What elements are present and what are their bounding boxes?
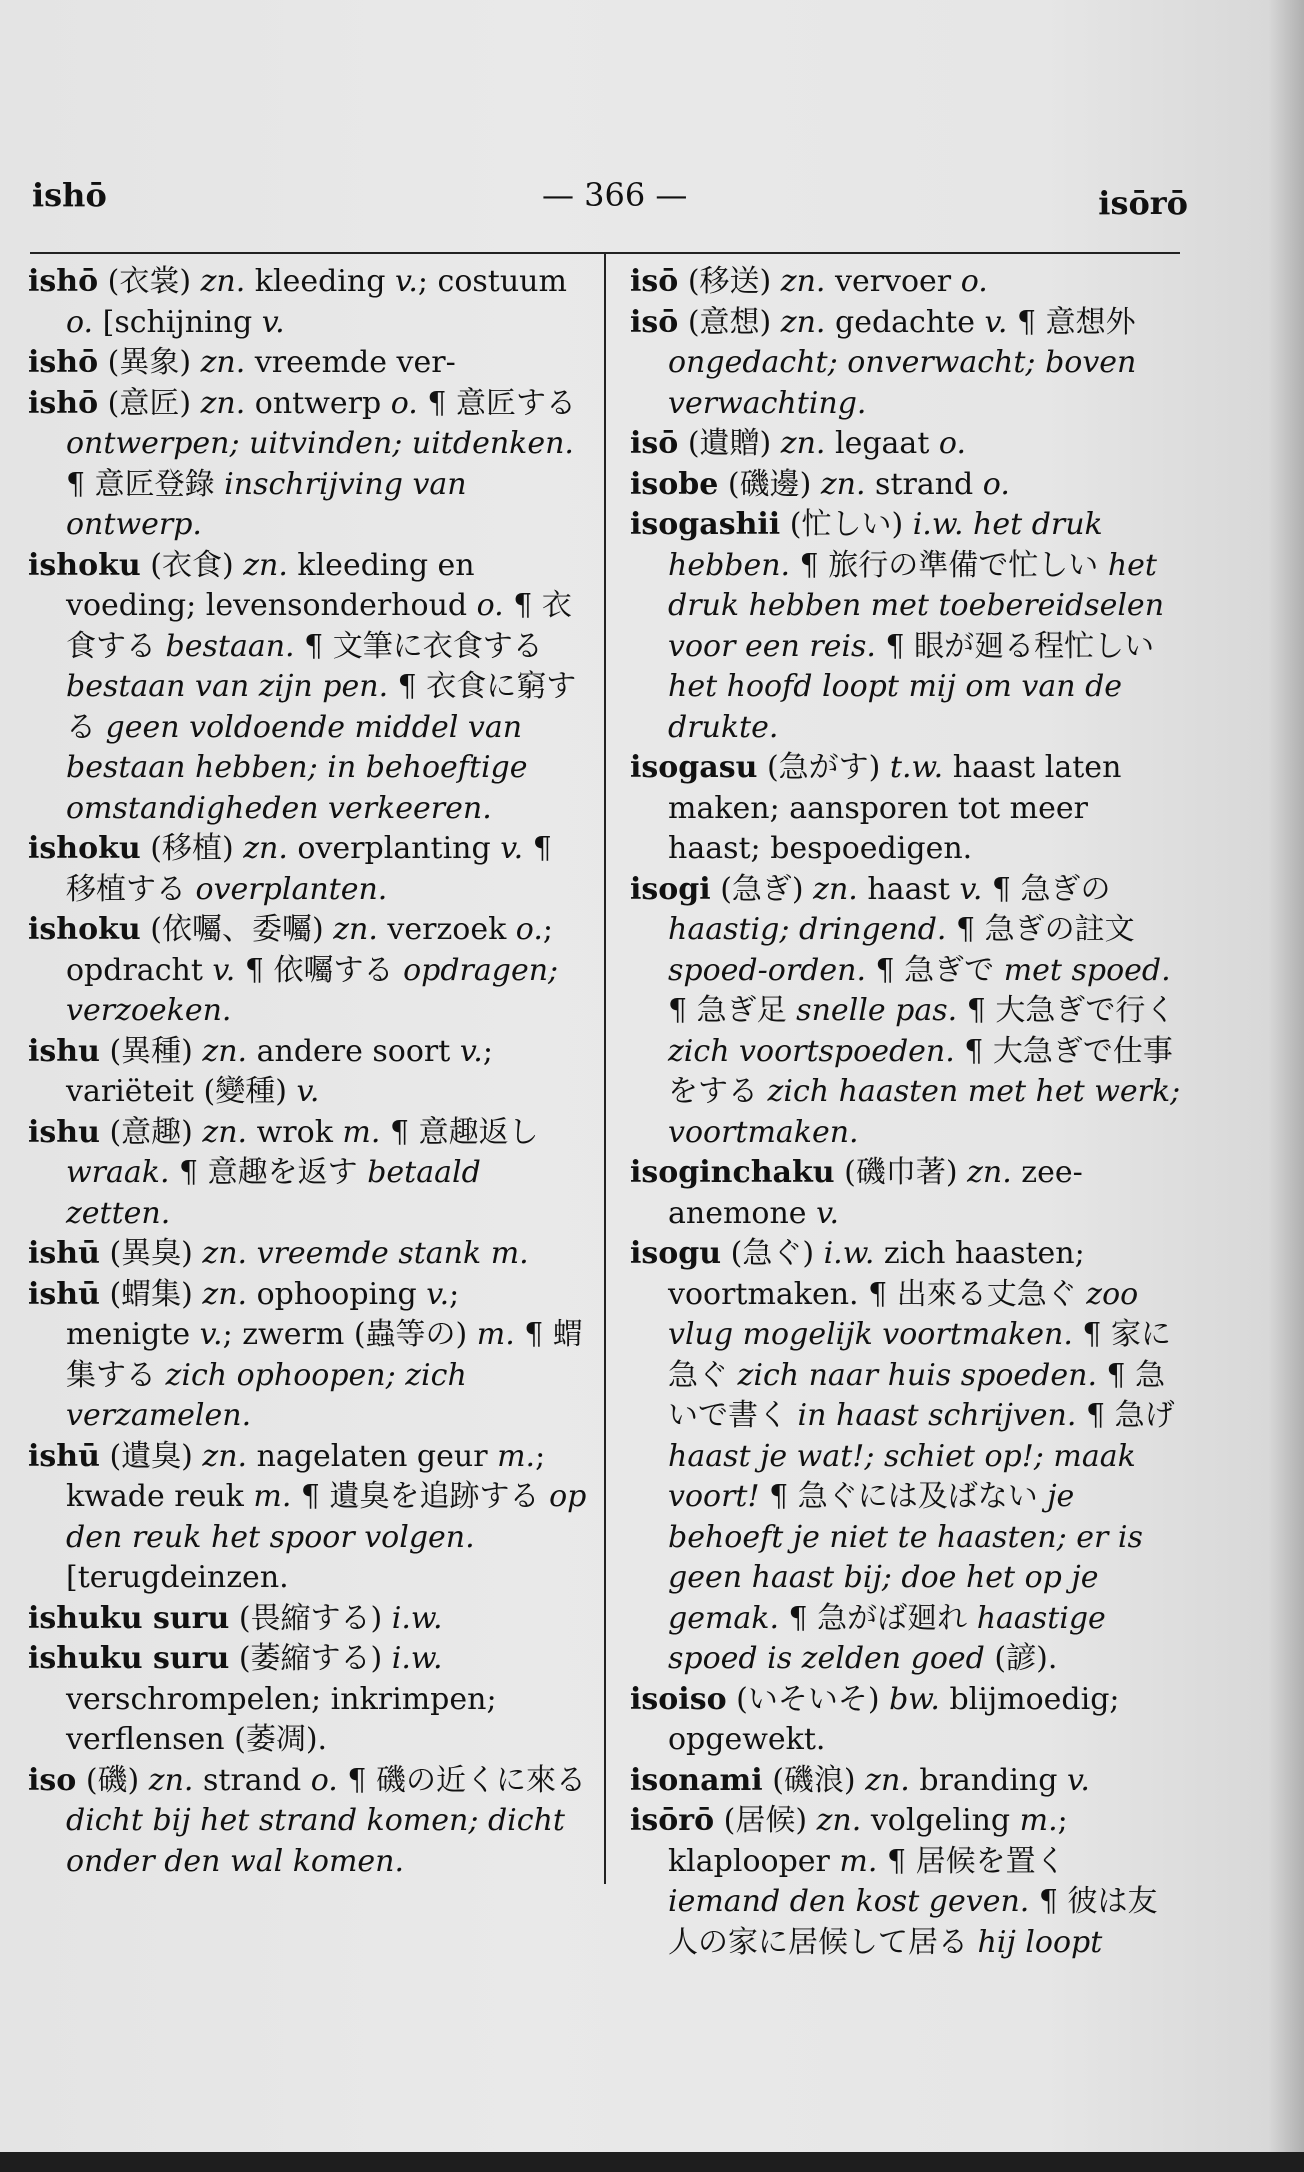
dictionary-entry: ishoku (衣食) zn. kleeding en voeding; levensonderhoud o. ¶ 衣食する bestaan. ¶ 文筆に衣食する bestaan van zijn pen. ¶ 衣食に窮する geen voldoende middel van bestaan hebben; in behoeftige omstandigheden verkeeren. (28, 547, 577, 826)
dictionary-entry: ishu (異種) zn. andere soort v.; variëteit (變種) v. (28, 1033, 493, 1109)
dictionary-entry: ishū (異臭) zn. vreemde stank m. (28, 1236, 529, 1271)
page-number: — 366 — (542, 176, 688, 214)
dictionary-entry: ishū (蝟集) zn. ophooping v.; menigte v.; zwerm (蟲等の) m. ¶ 蝟集する zich ophoopen; zich verzamelen. (28, 1276, 583, 1433)
page-edge-shadow (1268, 0, 1304, 2172)
left-headword: ishō (32, 176, 107, 214)
dictionary-entry: isogashii (忙しい) i.w. het druk hebben. ¶ 旅行の準備で忙しい het druk hebben met toebereidselen voor een reis. ¶ 眼が廻る程忙しい het hoofd loopt mij om van de drukte. (630, 507, 1165, 745)
right-headword: isōrō (1098, 184, 1188, 222)
dictionary-entry: isoiso (いそいそ) bw. blijmoedig; opgewekt. (630, 1681, 1120, 1757)
dictionary-entry: ishō (異象) zn. vreemde ver- (28, 345, 456, 380)
dictionary-entry: isobe (磯邊) zn. strand o. (630, 466, 1010, 502)
dictionary-entry: isogasu (急がす) t.w. haast laten maken; aansporen tot meer haast; bespoedigen. (630, 750, 1122, 866)
dictionary-entry: ishuku suru (畏縮する) i.w. (28, 1600, 443, 1636)
dictionary-entry: ishoku (移植) zn. overplanting v. ¶ 移植する overplanten. (28, 831, 552, 907)
dictionary-entry: isogi (急ぎ) zn. haast v. ¶ 急ぎの haastig; dringend. ¶ 急ぎの註文 spoed-orden. ¶ 急ぎで met spoed. ¶ 急ぎ足 snelle pas. ¶ 大急ぎで行く zich voortspoeden. ¶ 大急ぎで仕事をする zich haasten met het werk; voortmaken. (630, 871, 1181, 1150)
dictionary-entry: ishū (遺臭) zn. nagelaten geur m.; kwade reuk m. ¶ 遺臭を追跡する op den reuk het spoor volgen. [terugdeinzen. (28, 1438, 587, 1595)
dictionary-entry: ishō (意匠) zn. ontwerp o. ¶ 意匠する ontwerpen; uitvinden; uitdenken. ¶ 意匠登錄 inschrijving van ontwerp. (28, 385, 577, 542)
dictionary-entry: isōrō (居候) zn. volgeling m.; klaplooper m. ¶ 居候を置く iemand den kost geven. ¶ 彼は友人の家に居候して居る hij loopt (630, 1803, 1158, 1960)
dictionary-entry: isonami (磯浪) zn. branding v. (630, 1762, 1090, 1798)
dictionary-entry: ishuku suru (萎縮する) i.w. verschrompelen; inkrimpen; verflensen (萎凋). (28, 1641, 497, 1757)
dictionary-entry: isoginchaku (磯巾著) zn. zee-anemone v. (630, 1155, 1083, 1231)
dictionary-entry: isō (移送) zn. vervoer o. (630, 264, 988, 299)
bottom-shadow (0, 2152, 1304, 2172)
dictionary-entry: isō (意想) zn. gedachte v. ¶ 意想外 ongedacht; onverwacht; boven verwachting. (630, 304, 1137, 421)
running-head (32, 176, 1188, 226)
dictionary-entry: isogu (急ぐ) i.w. zich haasten; voortmaken. ¶ 出來る丈急ぐ zoo vlug mogelijk voortmaken. ¶ 家に急ぐ zich naar huis spoeden. ¶ 急いで書く in haast schrijven. ¶ 急げ haast je wat!; schiet op!; maak voort! ¶ 急ぐには及ばない je behoeft je niet te haasten; er is geen haast bij; doe het op je gemak. ¶ 急がば廻れ haastige spoed is zelden goed (諺). (630, 1236, 1175, 1676)
dictionary-entry: ishu (意趣) zn. wrok m. ¶ 意趣返し wraak. ¶ 意趣を返す betaald zetten. (28, 1114, 539, 1231)
dictionary-entry: ishō (衣裳) zn. kleeding v.; costuum o. [schijning v. (28, 264, 567, 340)
left-column (28, 262, 588, 1882)
dictionary-entry: iso (磯) zn. strand o. ¶ 磯の近くに來る dicht bij het strand komen; dicht onder den wal komen. (28, 1762, 586, 1879)
column-divider (604, 254, 606, 1884)
right-column (630, 262, 1186, 1963)
dictionary-entry: ishoku (依囑、委囑) zn. verzoek o.; opdracht v. ¶ 依囑する opdragen; verzoeken. (28, 912, 559, 1028)
dictionary-entry: isō (遺贈) zn. legaat o. (630, 426, 966, 461)
